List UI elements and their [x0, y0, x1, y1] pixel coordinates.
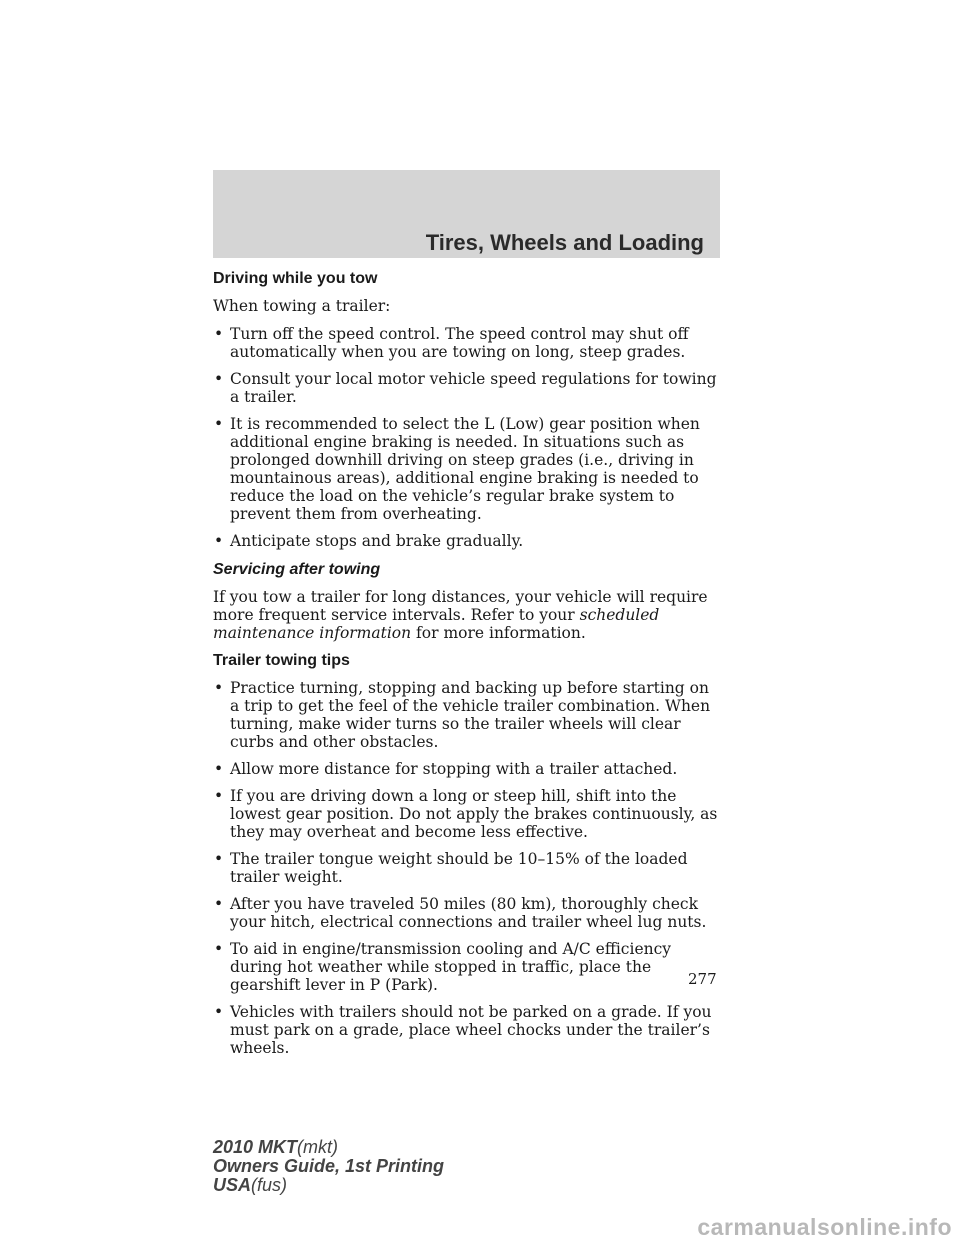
tips-bullet-list — [213, 679, 723, 1057]
bullet-icon: • — [214, 325, 224, 343]
section-title: Tires, Wheels and Loading — [425, 230, 704, 255]
list-item: • Allow more distance for stopping with a trailer attached. — [214, 760, 678, 778]
footer-line-model: 2010 MKT(mkt) — [213, 1137, 339, 1157]
list-item: • The trailer tongue weight should be 10–15% of the loaded trailer weight. — [214, 850, 688, 886]
site-watermark: carmanualsonline.info — [697, 1214, 952, 1240]
list-item: • Vehicles with trailers should not be parked on a grade. If you must park on a grade, place wheel chocks under the trailer’s wheels. — [214, 1003, 712, 1057]
towing-bullet-list — [213, 325, 723, 550]
list-item: • Consult your local motor vehicle speed regulations for towing a trailer. — [214, 370, 717, 406]
heading-servicing-after-towing: Servicing after towing — [213, 561, 381, 578]
list-item: • After you have traveled 50 miles (80 km), thoroughly check your hitch, electrical connections and trailer wheel lug nuts. — [214, 895, 707, 931]
bullet-icon: • — [214, 415, 224, 433]
maintenance-reference-link[interactable]: scheduled maintenance information — [213, 606, 660, 642]
bullet-icon: • — [214, 787, 224, 805]
list-item: • Anticipate stops and brake gradually. — [214, 532, 524, 550]
list-item: • If you are driving down a long or steep hill, shift into the lowest gear position. Do not apply the brakes continuously, as they may overheat and become less effective. — [214, 787, 718, 841]
bullet-icon: • — [214, 679, 224, 697]
footer-line-printing: Owners Guide, 1st Printing — [213, 1156, 445, 1176]
servicing-paragraph: If you tow a trailer for long distances, your vehicle will require more frequent service intervals. Refer to your scheduled maintenance information for more information. — [213, 588, 708, 642]
list-item: • To aid in engine/transmission cooling and A/C efficiency during hot weather while stopped in traffic, place the gearshift lever in P (Park). — [214, 940, 672, 994]
footer-line-market: USA(fus) — [213, 1175, 288, 1195]
print-footer — [213, 1138, 444, 1195]
page-content — [213, 266, 723, 1068]
list-item: • Practice turning, stopping and backing up before starting on a trip to get the feel of the vehicle trailer combination. When turning, make wider turns so the trailer wheels will clear curbs and other obstacles. — [214, 679, 711, 751]
bullet-icon: • — [214, 532, 224, 550]
bullet-icon: • — [214, 940, 224, 958]
section-header-band — [213, 170, 720, 258]
bullet-icon: • — [214, 760, 224, 778]
list-item: • Turn off the speed control. The speed control may shut off automatically when you are towing on long, steep grades. — [214, 325, 689, 361]
bullet-icon: • — [214, 370, 224, 388]
heading-driving-while-you-tow: Driving while you tow — [213, 270, 378, 287]
bullet-icon: • — [214, 895, 224, 913]
bullet-icon: • — [214, 850, 224, 868]
heading-trailer-towing-tips: Trailer towing tips — [213, 652, 350, 669]
list-item: • It is recommended to select the L (Low) gear position when additional engine braking is needed. In situations such as prolonged downhill driving on steep grades (i.e., driving in mountainous areas), additional engine braking is needed to reduce the load on the vehicle’s regular brake system to prevent them from overheating. — [214, 415, 700, 523]
intro-paragraph: When towing a trailer: — [213, 297, 391, 315]
bullet-icon: • — [214, 1003, 224, 1021]
page-number: 277 — [688, 970, 717, 988]
